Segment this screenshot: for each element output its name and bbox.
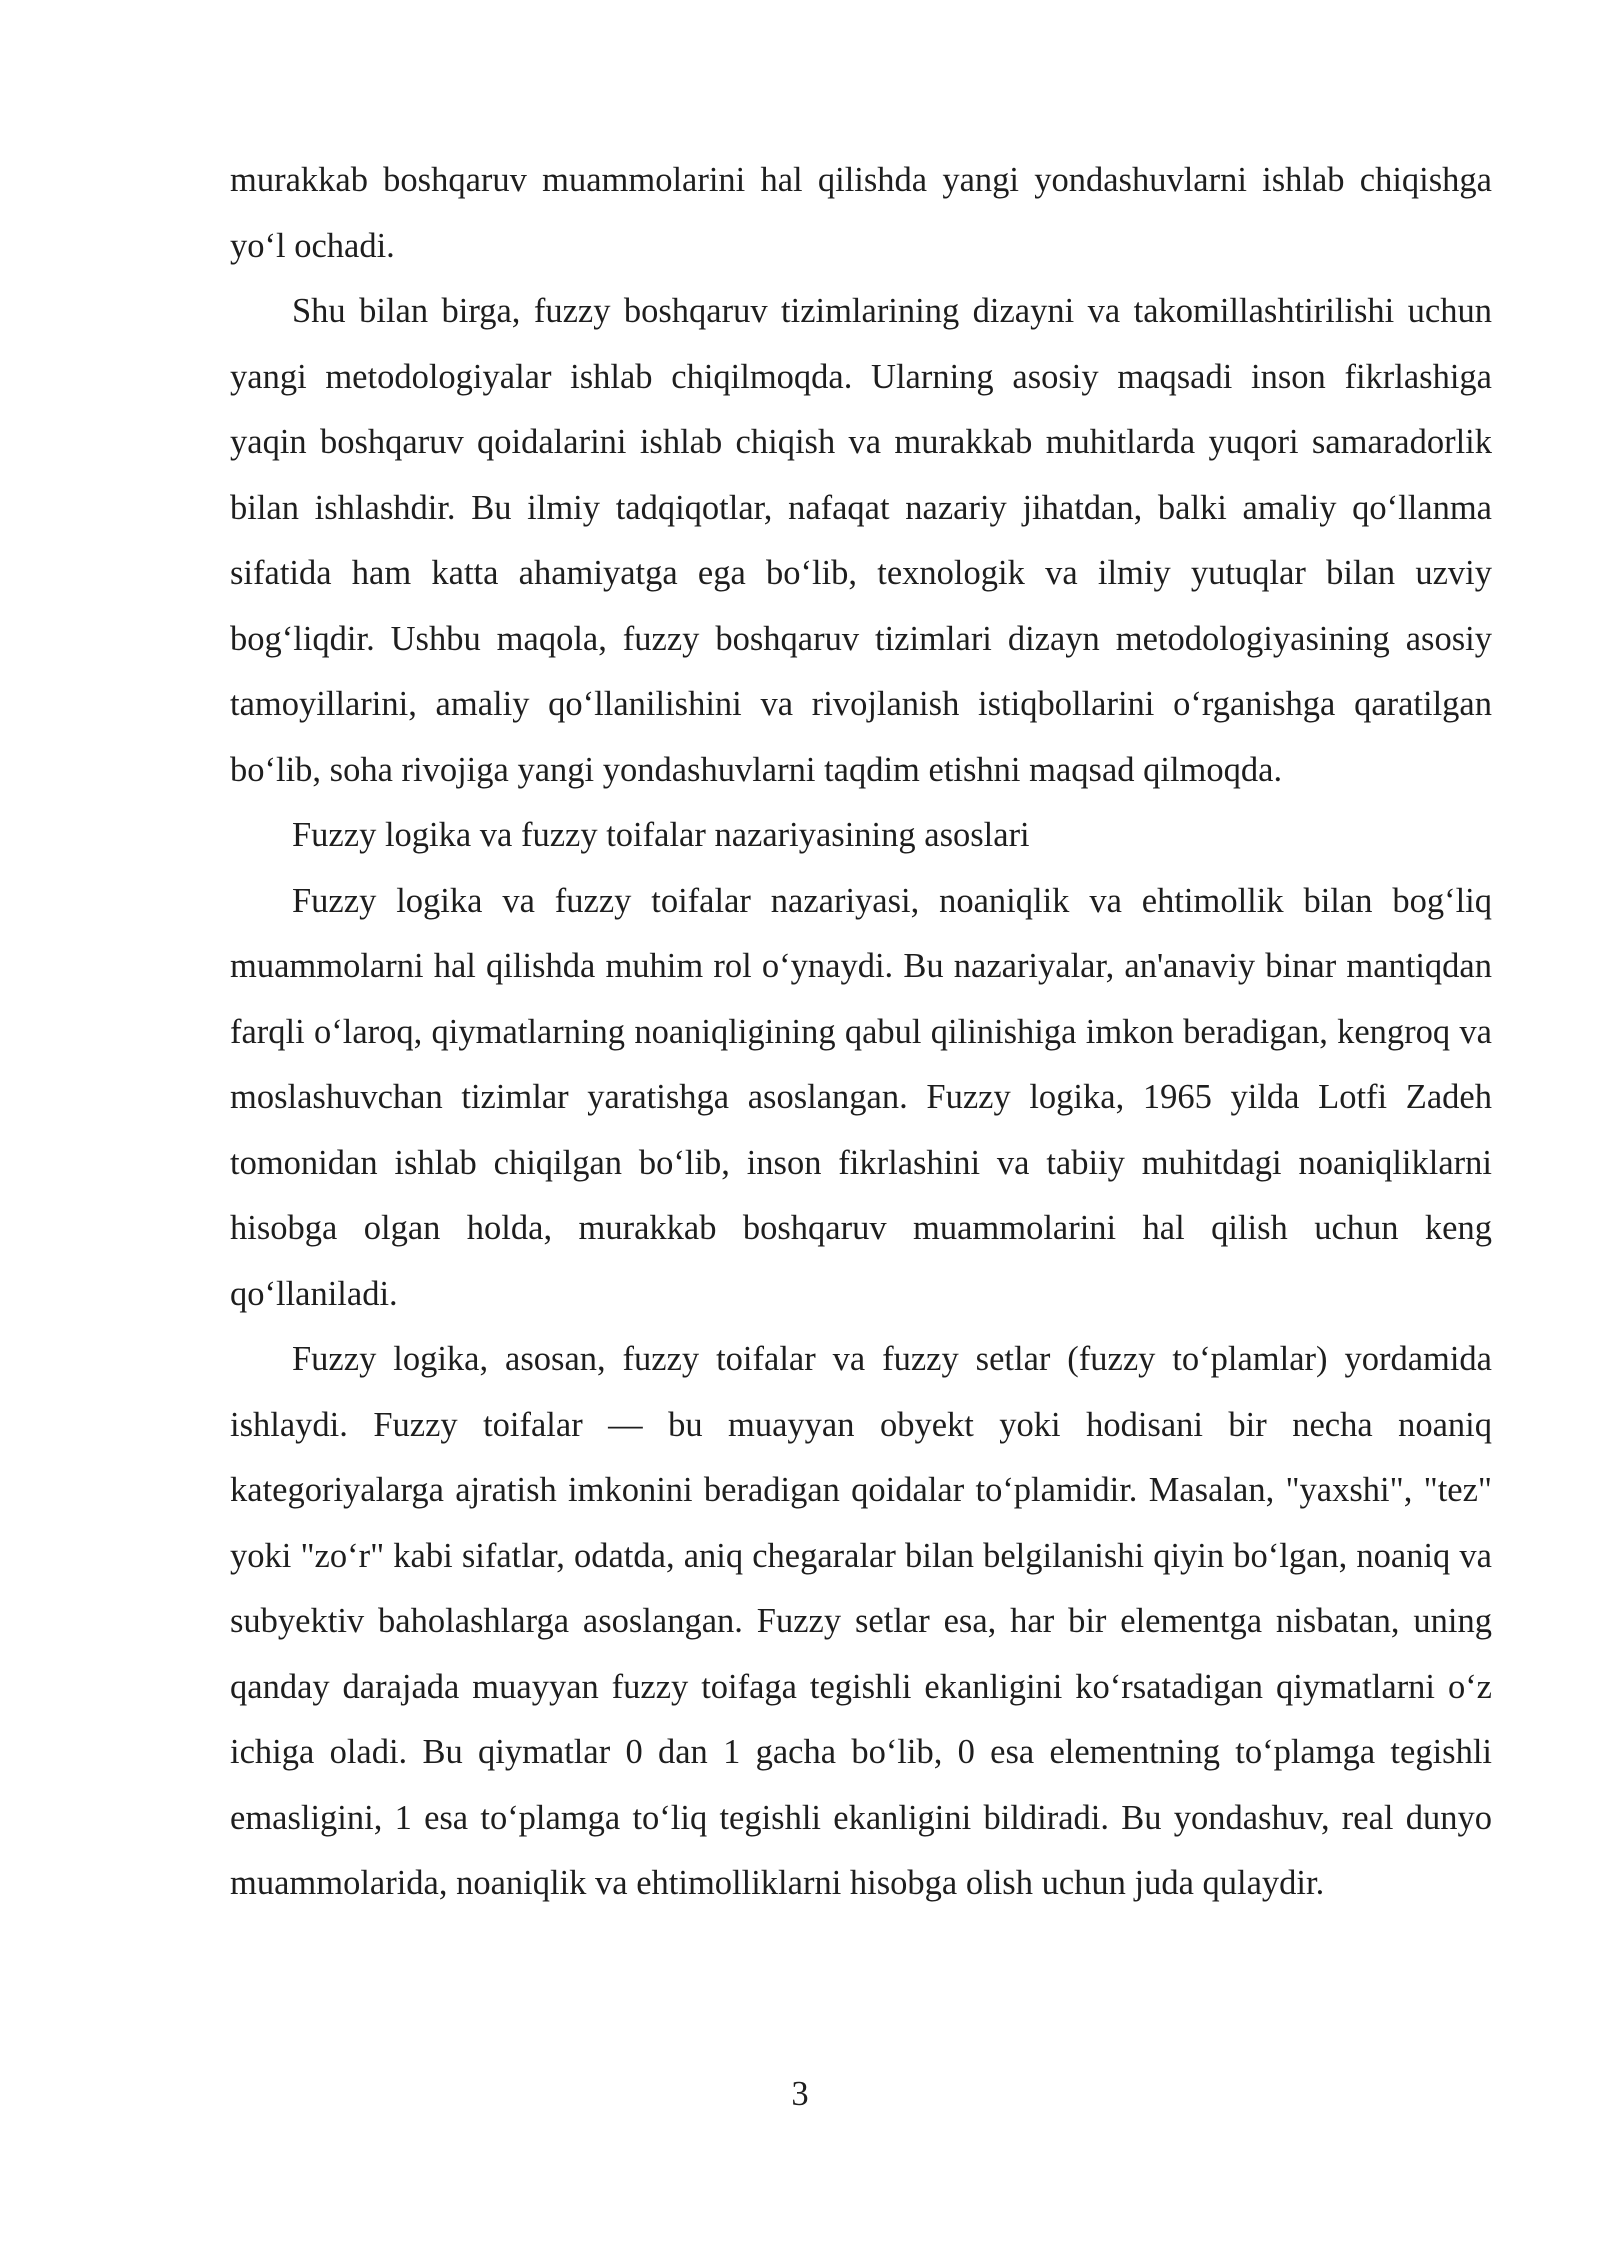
page-number: 3: [791, 2075, 809, 2113]
paragraph: Fuzzy logika, asosan, fuzzy toifalar va fuzzy setlar (fuzzy to‘plamlar) yordamida ishlaydi. Fuzzy toifalar — bu muayyan obyekt yoki hodisani bir necha noaniq kategoriyalarga ajratish imkonini beradigan qoidalar to‘plamidir. Masalan, "yaxshi", "tez" yoki "zo‘r" kabi sifatlar, odatda, aniq chegaralar bilan belgilanishi qiyin bo‘lgan, noaniq va subyektiv baholashlarga asoslangan. Fuzzy setlar esa, har bir elementga nisbatan, uning qanday darajada muayyan fuzzy toifaga tegishli ekanligini ko‘rsatadigan qiymatlarni o‘z ichiga oladi. Bu qiymatlar 0 dan 1 gacha bo‘lib, 0 esa elementning to‘plamga tegishli emasligini, 1 esa to‘plamga to‘liq tegishli ekanligini bildiradi. Bu yondashuv, real dunyo muammolarida, noaniqlik va ehtimolliklarni hisobga olish uchun juda qulaydir.: [230, 1340, 1492, 1902]
paragraph: Fuzzy logika va fuzzy toifalar nazariyasi, noaniqlik va ehtimollik bilan bog‘liq muammolarni hal qilishda muhim rol o‘ynaydi. Bu nazariyalar, an'anaviy binar mantiqdan farqli o‘laroq, qiymatlarning noaniqligining qabul qilinishiga imkon beradigan, kengroq va moslashuvchan tizimlar yaratishga asoslangan. Fuzzy logika, 1965 yilda Lotfi Zadeh tomonidan ishlab chiqilgan bo‘lib, inson fikrlashini va tabiiy muhitdagi noaniqliklarni hisobga olgan holda, murakkab boshqaruv muammolarini hal qilish uchun keng qo‘llaniladi.: [230, 881, 1492, 1313]
paragraph-continuation: murakkab boshqaruv muammolarini hal qilishda yangi yondashuvlarni ishlab chiqishga yo‘l ochadi.: [230, 161, 1492, 265]
section-heading: Fuzzy logika va fuzzy toifalar nazariyasining asoslari: [292, 816, 1030, 854]
paragraph: Shu bilan birga, fuzzy boshqaruv tizimlarining dizayni va takomillashtirilishi uchun yangi metodologiyalar ishlab chiqilmoqda. Ularning asosiy maqsadi inson fikrlashiga yaqin boshqaruv qoidalarini ishlab chiqish va murakkab muhitlarda yuqori samaradorlik bilan ishlashdir. Bu ilmiy tadqiqotlar, nafaqat nazariy jihatdan, balki amaliy qo‘llanma sifatida ham katta ahamiyatga ega bo‘lib, texnologik va ilmiy yutuqlar bilan uzviy bog‘liqdir. Ushbu maqola, fuzzy boshqaruv tizimlari dizayn metodologiyasining asosiy tamoyillarini, amaliy qo‘llanilishini va rivojlanish istiqbollarini o‘rganishga qaratilgan bo‘lib, soha rivojiga yangi yondashuvlarni taqdim etishni maqsad qilmoqda.: [230, 292, 1492, 789]
text-body: [230, 148, 1492, 1917]
